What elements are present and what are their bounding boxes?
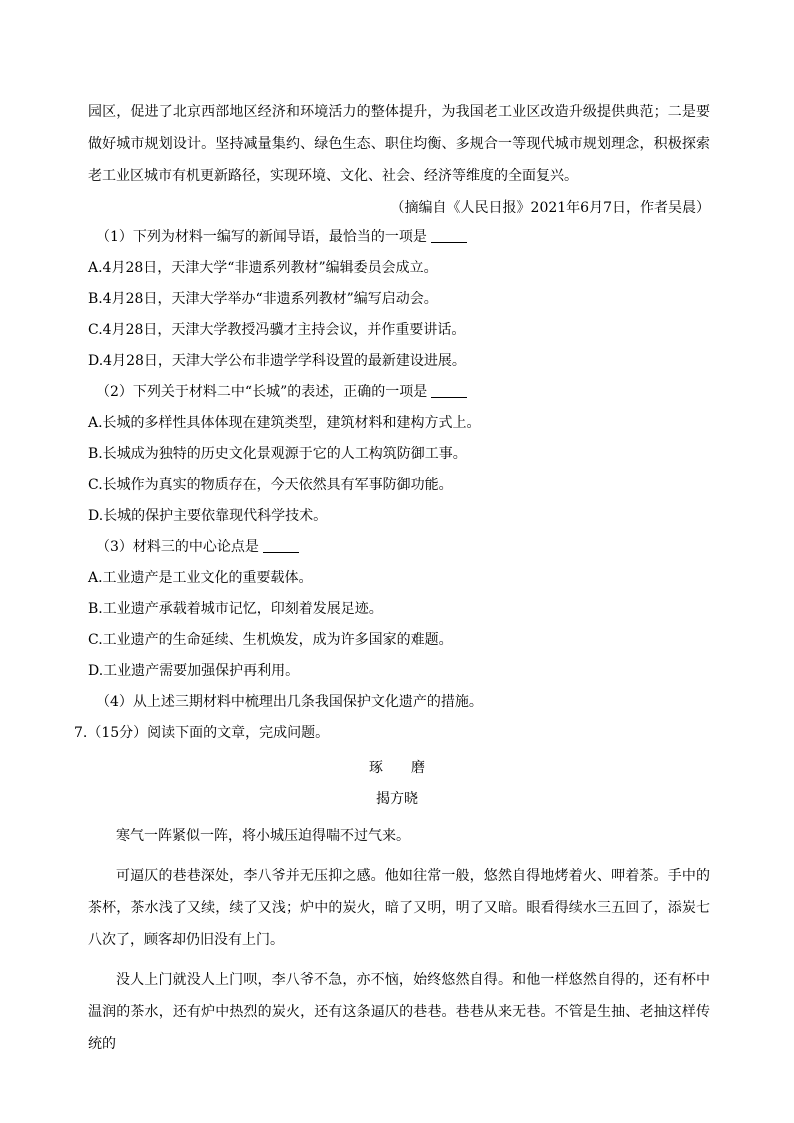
question-2-option-a: A.长城的多样性具体体现在建筑类型，建筑材料和建构方式上。 <box>88 415 481 431</box>
answer-blank <box>263 538 299 553</box>
question-1-stem <box>96 227 467 247</box>
source-note: （摘编自《人民日报》2021年6月7日，作者吴晨） <box>390 200 710 216</box>
article-paragraph-3: 没人上门就没人上门呗，李八爷不急，亦不恼，始终悠然自得。和他一样悠然自得的，还有杯中温润的茶水，还有炉中热烈的炭火，还有这条逼仄的巷巷。巷巷从来无巷。不管是生抽、老抽这样传统的 <box>88 972 710 1052</box>
article-title: 琢 磨 <box>369 760 425 776</box>
question-2-option-c: C.长城作为真实的物质存在，今天依然具有军事防御功能。 <box>88 477 453 493</box>
question-2-stem <box>96 382 467 402</box>
question-1-option-a: A.4月28日，天津大学“非遗系列教材”编辑委员会成立。 <box>88 260 438 276</box>
question-1-option-b: B.4月28日，天津大学举办“非遗系列教材”编写启动会。 <box>88 291 438 307</box>
question-1-option-d: D.4月28日，天津大学公布非遗学学科设置的最新建设进展。 <box>88 353 466 369</box>
question-2-text: （2）下列关于材料二中“长城”的表述，正确的一项是 <box>96 384 428 400</box>
question-3-option-a: A.工业遗产是工业文化的重要载体。 <box>88 570 313 586</box>
question-4-stem: （4）从上述三期材料中梳理出几条我国保护文化遗产的措施。 <box>96 694 483 710</box>
question-1-text: （1）下列为材料一编写的新闻导语，最恰当的一项是 <box>96 229 427 245</box>
answer-blank <box>431 383 467 398</box>
question-2-option-b: B.长城成为独特的历史文化景观源于它的人工构筑防御工事。 <box>88 446 467 462</box>
intro-paragraph: 园区，促进了北京西部地区经济和环境活力的整体提升，为我国老工业区改造升级提供典范；二是要做好城市规划设计。坚持减量集约、绿色生态、职住均衡、多规合一等现代城市规划理念，积极探索老工业区城市有机更新路径，实现环境、文化、社会、经济等维度的全面复兴。 <box>88 104 710 184</box>
question-2-option-d: D.长城的保护主要依靠现代科学技术。 <box>88 508 328 524</box>
question-3-text: （3）材料三的中心论点是 <box>96 539 259 555</box>
article-author: 揭方晓 <box>376 791 418 807</box>
question-1-option-c: C.4月28日，天津大学教授冯骥才主持会议，并作重要讲话。 <box>88 322 466 338</box>
question-3-option-c: C.工业遗产的生命延续、生机焕发，成为许多国家的难题。 <box>88 632 453 648</box>
question-3-option-b: B.工业遗产承载着城市记忆，印刻着发展足迹。 <box>88 601 383 617</box>
article-paragraph-1: 寒气一阵紧似一阵，将小城压迫得喘不过气来。 <box>116 828 410 844</box>
question-3-stem <box>96 537 299 557</box>
question-7-stem: 7.（15分）阅读下面的文章，完成问题。 <box>74 725 330 741</box>
answer-blank <box>431 228 467 243</box>
article-paragraph-2: 可逼仄的巷巷深处，李八爷并无压抑之感。他如往常一般，悠然自得地烤着火、呷着茶。手中的茶杯，茶水浅了又续，续了又浅；炉中的炭火，暗了又明，明了又暗。眼看得续水三五回了，添炭七八次了，顾客却仍旧没有上门。 <box>88 868 710 948</box>
question-3-option-d: D.工业遗产需要加强保护再利用。 <box>88 663 300 679</box>
